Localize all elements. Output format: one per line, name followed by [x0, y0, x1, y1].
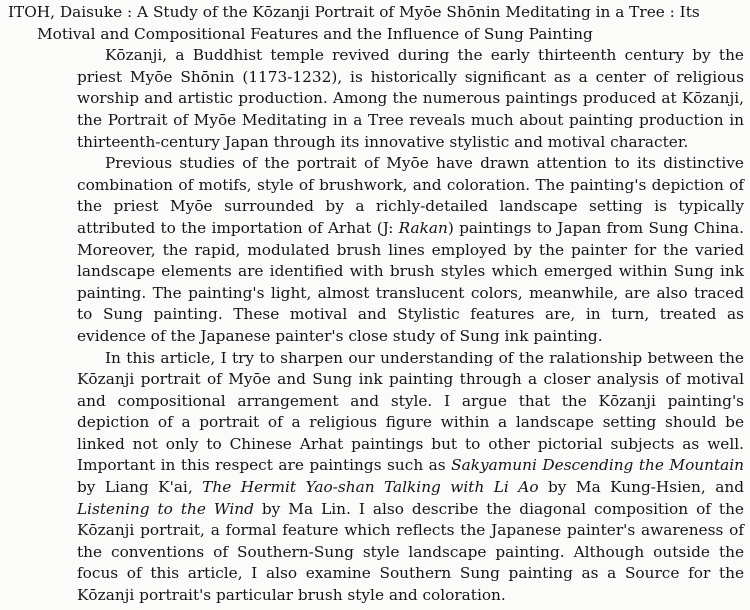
painting-title-listening: Listening to the Wind [77, 499, 254, 518]
paragraph-2-text-a: Previous studies of the portrait of Myōe have drawn attention to its distinctive combination of motifs, style of brushwork, and coloration. The painting's depiction of the priest Myōe surrounded by a richly-detailed landscape setting is typically attributed to the importation of Arhat (J: [77, 154, 744, 237]
author-separator: : [122, 3, 138, 21]
painting-title-hermit: The Hermit Yao-shan Talking with Li Ao [202, 478, 539, 497]
paragraph-3-text-b: by Liang K'ai, [77, 478, 203, 497]
title-line-2: Motival and Compositional Features and the Influence of Sung Painting [37, 24, 593, 43]
article-heading [8, 2, 744, 45]
author-name: ITOH, Daisuke [8, 3, 123, 21]
paragraph-2-text-b: ) paintings to Japan from Sung China. Moreover, the rapid, modulated brush lines employed by the painter for the varied landscape elements are identified with brush styles which emerged within Sung ink painting. The painting's light, almost translucent colors, meanwhile, are also traced to Sung painting. These motival and Stylistic features are, in turn, treated as evidence of the Japanese painter's close study of Sung ink painting. [77, 218, 744, 345]
painting-title-sakyamuni: Sakyamuni Descending the Mountain [451, 456, 744, 475]
paragraph-2 [77, 153, 744, 347]
paragraph-1: Kōzanji, a Buddhist temple revived during the early thirteenth century by the priest Myōe Shōnin (1173-1232), is historically significant as a center of religious worship and artistic production. Among the numerous paintings produced at Kōzanji, the Portrait of Myōe Meditating in a Tree reveals much about painting production in thirteenth-century Japan through its innovative stylistic and motival character. [77, 46, 744, 151]
abstract-body [8, 45, 744, 606]
paragraph-3-text-a: In this article, I try to sharpen our understanding of the ralationship between the Kōzanji portrait of Myōe and Sung ink painting through a closer analysis of motival and compositional arrangement and style. I argue that the Kōzanji painting's depiction of a portrait of a religious figure within a landscape setting should be linked not only to Chinese Arhat paintings but to other pictorial subjects as well. Important in this respect are paintings such as [77, 348, 744, 475]
term-rakan: Rakan [398, 218, 448, 237]
paragraph-3-text-c: by Ma Kung-Hsien, and [538, 478, 745, 497]
paragraph-3-text-d: by Ma Lin. I also describe the diagonal composition of the Kōzanji portrait, a formal feature which reflects the Japanese painter's awareness of the conventions of Southern-Sung style landscape painting. Although outside the focus of this article, I also examine Southern Sung painting as a Source for the Kōzanji portrait's particular brush style and coloration. [77, 499, 744, 605]
title-line-1: A Study of the Kōzanji Portrait of Myōe Shōnin Meditating in a Tree : Its [137, 3, 700, 21]
paragraph-3 [77, 348, 744, 607]
